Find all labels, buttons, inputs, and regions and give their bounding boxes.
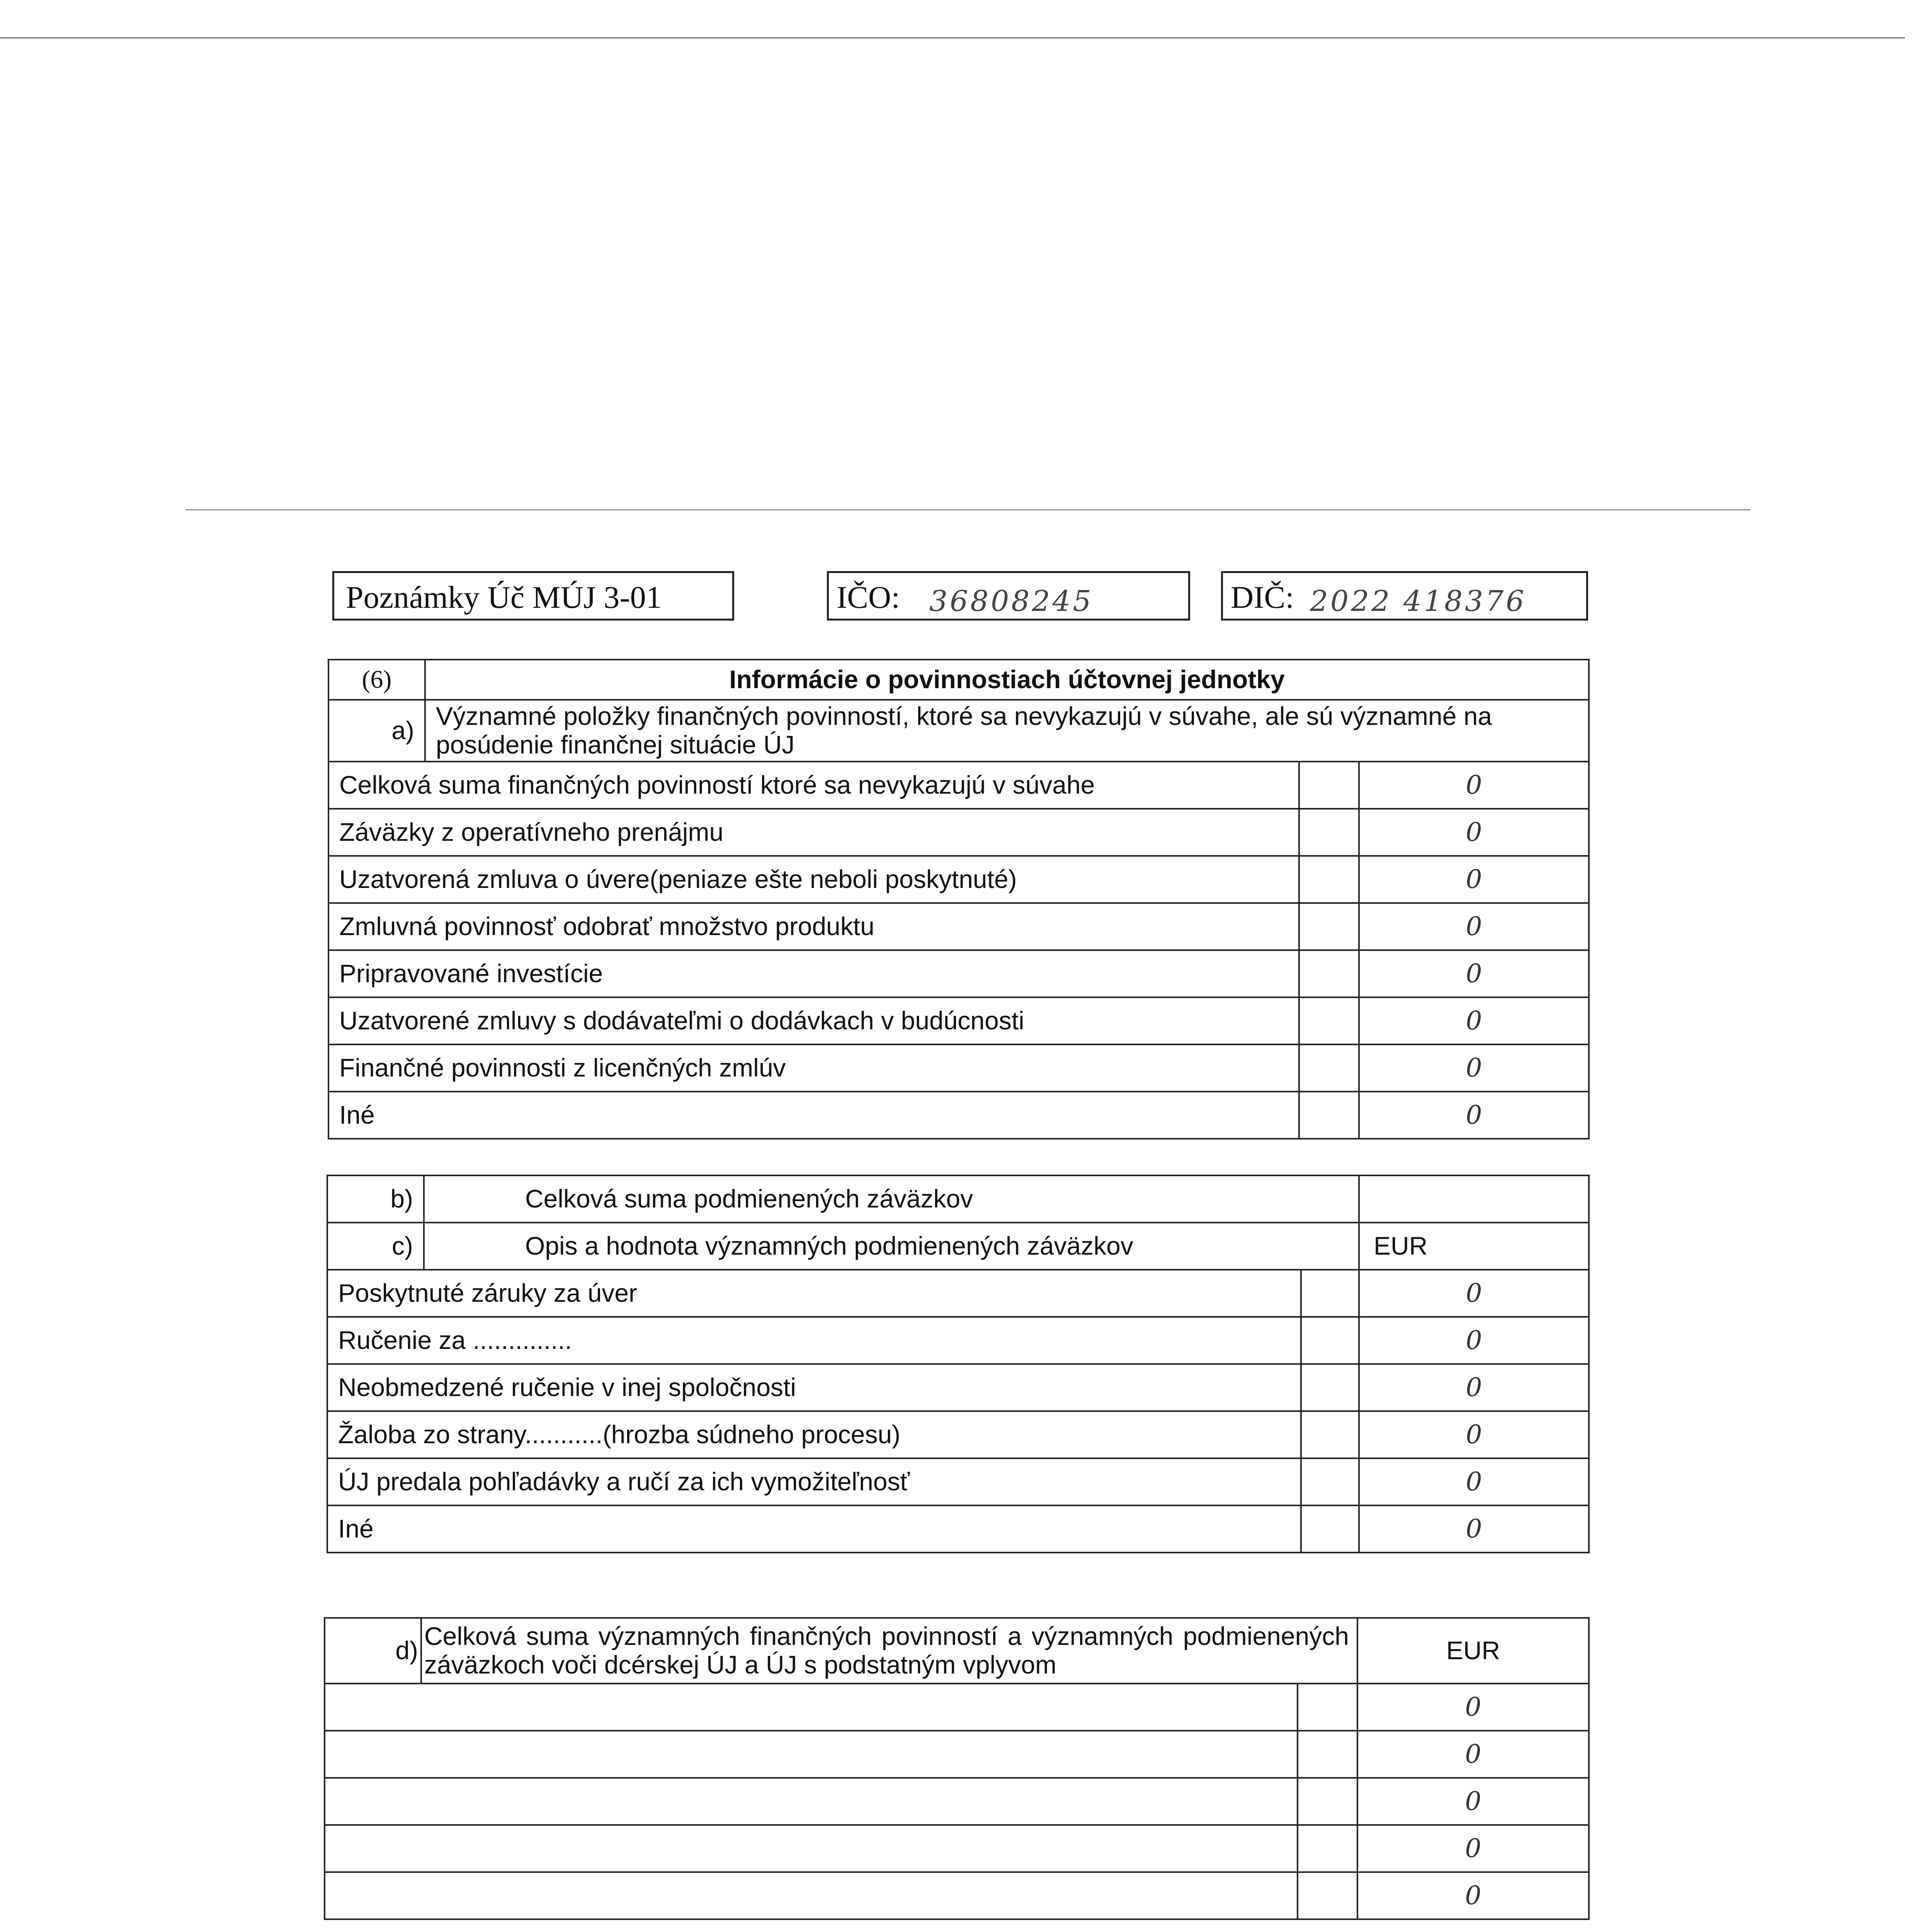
section-d-label: d) [325, 1618, 421, 1684]
section-d-table [324, 1617, 1590, 1920]
ico-value: 36808245 [929, 585, 1094, 618]
table-row [328, 762, 1589, 809]
section-d-text: Celková suma významných finančných povinností a významných podmienených záväzkoch voči dcérskej ÚJ a ÚJ s podstatným vplyvom [421, 1618, 1357, 1684]
section-b-row [327, 1175, 1589, 1223]
row-label: Celková suma finančných povinností ktoré sa nevykazujú v súvahe [328, 762, 1299, 809]
row-label: Uzatvorená zmluva o úvere(peniaze ešte neboli poskytnuté) [328, 856, 1299, 903]
table-row [327, 1270, 1589, 1317]
row-value: 0 [1357, 1778, 1589, 1825]
table-row [325, 1684, 1589, 1731]
section6-a-row [328, 700, 1589, 762]
row-label: Poskytnuté záruky za úver [327, 1270, 1301, 1317]
row-value: 0 [1359, 1092, 1589, 1139]
row-label: Finančné povinnosti z licenčných zmlúv [328, 1044, 1299, 1092]
table-row [328, 1092, 1589, 1139]
row-label: Uzatvorené zmluvy s dodávateľmi o dodávkach v budúcnosti [328, 997, 1299, 1044]
dic-box [1221, 571, 1588, 621]
row-label: Záväzky z operatívneho prenájmu [328, 809, 1299, 856]
table-row [325, 1731, 1589, 1778]
row-value: 0 [1359, 1458, 1589, 1505]
row-label: Neobmedzené ručenie v inej spoločnosti [327, 1364, 1301, 1411]
section-b-text: Celková suma podmienených záväzkov [424, 1175, 1359, 1223]
table-row [325, 1778, 1589, 1825]
section6-title: Informácie o povinnostiach účtovnej jednotky [425, 660, 1589, 700]
row-value: 0 [1359, 762, 1589, 809]
row-label: ÚJ predala pohľadávky a ručí za ich vymožiteľnosť [327, 1458, 1301, 1505]
row-value: 0 [1359, 997, 1589, 1044]
row-label: Žaloba zo strany...........(hrozba súdneho procesu) [327, 1411, 1301, 1458]
row-value: 0 [1359, 856, 1589, 903]
dic-value: 2022 418376 [1310, 585, 1527, 618]
table-row [327, 1411, 1589, 1458]
section6-a-label: a) [328, 700, 425, 762]
section6-title-row [328, 660, 1589, 700]
row-label: Ručenie za .............. [327, 1317, 1301, 1364]
row-value: 0 [1357, 1825, 1589, 1872]
row-value: 0 [1359, 1270, 1589, 1317]
table-row [325, 1825, 1589, 1872]
section6-table [328, 659, 1590, 1139]
row-value: 0 [1359, 1044, 1589, 1092]
section-b-label: b) [327, 1175, 424, 1223]
row-label: Pripravované investície [328, 950, 1299, 997]
section-bc-table [327, 1175, 1590, 1553]
row-value: 0 [1357, 1731, 1589, 1778]
row-value: 0 [1359, 1317, 1589, 1364]
section6-number: (6) [328, 660, 425, 700]
table-row [328, 950, 1589, 997]
form-label-box [332, 571, 734, 621]
table-row [328, 856, 1589, 903]
section-c-label: c) [327, 1223, 424, 1270]
row-label: Iné [327, 1505, 1301, 1553]
section6-a-text: Významné položky finančných povinností, ktoré sa nevykazujú v súvahe, ale sú významné na posúdenie finančnej situácie ÚJ [425, 700, 1589, 762]
row-value: 0 [1359, 1411, 1589, 1458]
row-value: 0 [1357, 1684, 1589, 1731]
currency-label: EUR [1357, 1618, 1589, 1684]
form-label: Poznámky Úč MÚJ 3-01 [346, 580, 662, 615]
row-value: 0 [1359, 950, 1589, 997]
row-value: 0 [1359, 1364, 1589, 1411]
ico-box [827, 571, 1190, 621]
table-row [328, 903, 1589, 950]
dic-label: DIČ: [1231, 580, 1294, 615]
section-c-row [327, 1223, 1589, 1270]
table-row [328, 1044, 1589, 1092]
row-label: Iné [328, 1092, 1299, 1139]
top-edge-line [0, 37, 1905, 39]
table-row [328, 809, 1589, 856]
section-c-text: Opis a hodnota významných podmienených záväzkov [424, 1223, 1359, 1270]
table-row [327, 1505, 1589, 1553]
row-value: 0 [1359, 809, 1589, 856]
fold-line [185, 509, 1750, 510]
table-row [327, 1458, 1589, 1505]
row-label: Zmluvná povinnosť odobrať množstvo produktu [328, 903, 1299, 950]
table-row [327, 1317, 1589, 1364]
ico-label: IČO: [837, 580, 900, 615]
row-value: 0 [1359, 1505, 1589, 1553]
table-row [328, 997, 1589, 1044]
currency-label: EUR [1359, 1223, 1589, 1270]
table-row [325, 1872, 1589, 1919]
table-row [327, 1364, 1589, 1411]
row-value: 0 [1357, 1872, 1589, 1919]
section-d-row [325, 1618, 1589, 1684]
row-value: 0 [1359, 903, 1589, 950]
